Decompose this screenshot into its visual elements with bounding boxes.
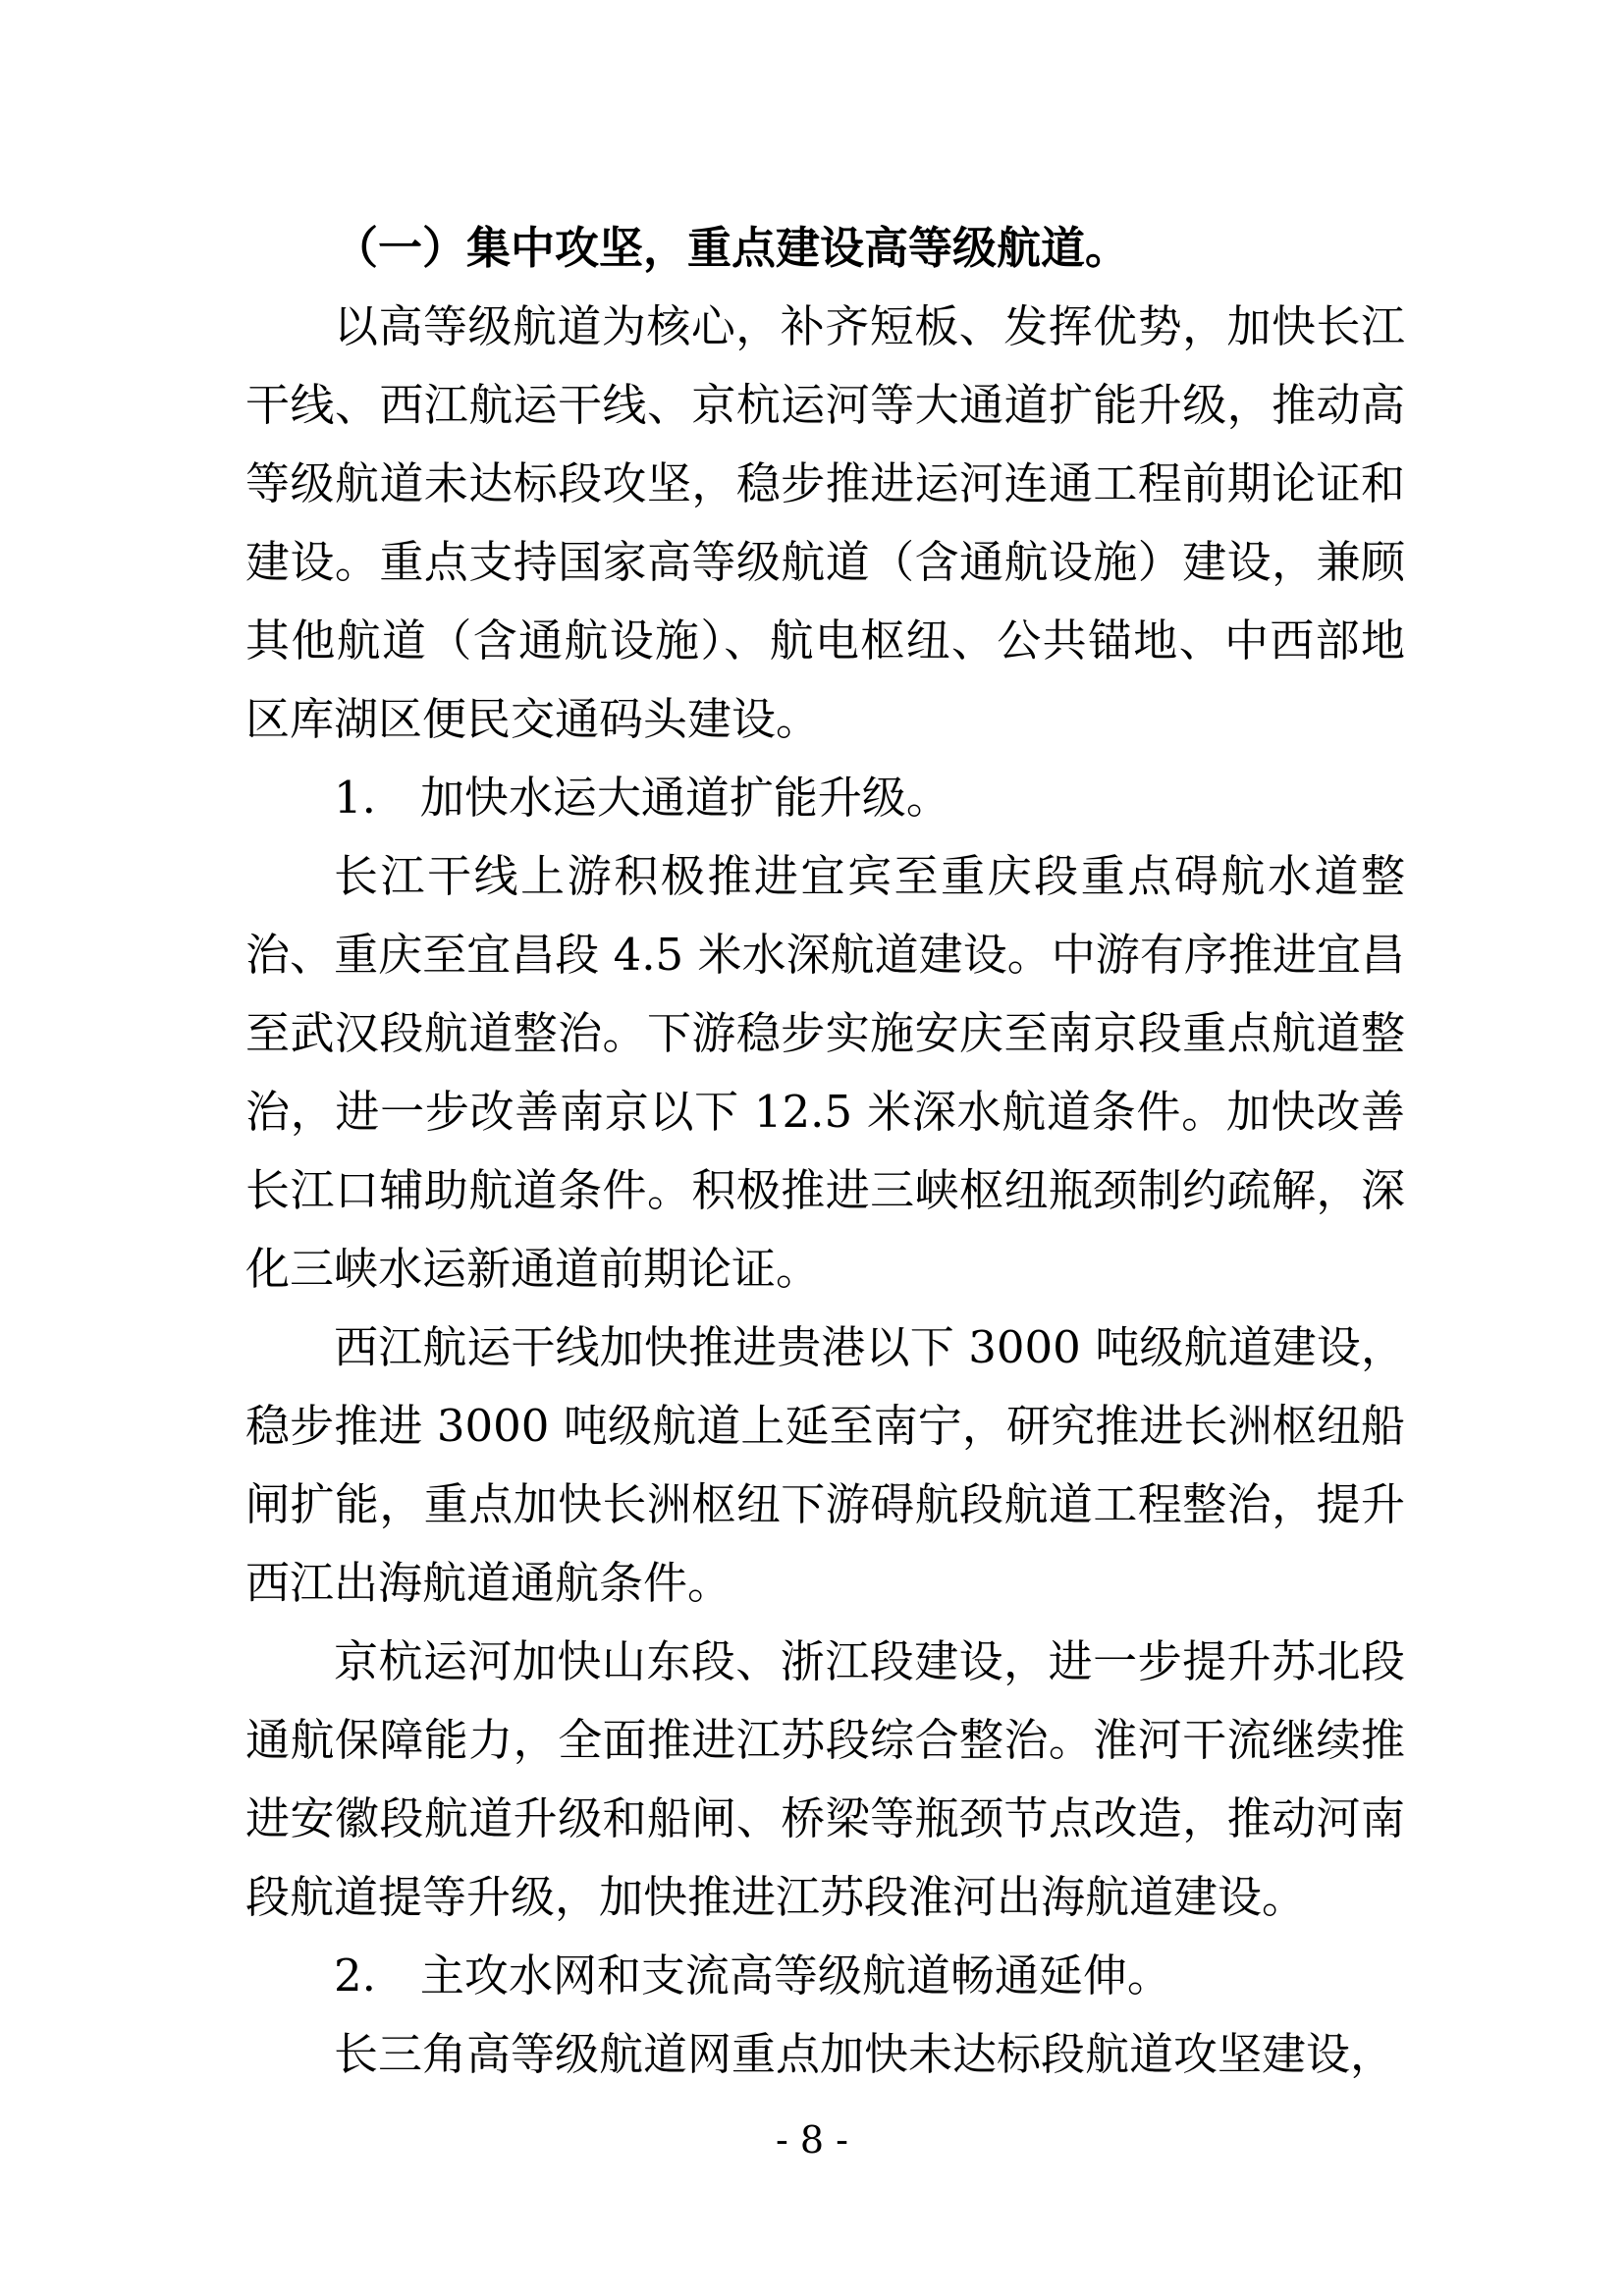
paragraph-xijiang-mainline: 西江航运干线加快推进贵港以下 3000 吨级航道建设，稳步推进 3000 吨级航道上延至南宁，研究推进长洲枢纽船闸扩能，重点加快长洲枢纽下游碍航段航道工程整治，提升西江出海航道通航条件。	[245, 1321, 1405, 1609]
paragraph-yangtze-mainline: 长江干线上游积极推进宜宾至重庆段重点碍航水道整治、重庆至宜昌段 4.5 米水深航道建设。中游有序推进宜昌至武汉段航道整治。下游稳步实施安庆至南京段重点航道整治，进一步改善南京以下 12.5 米深水航道条件。加快改善长江口辅助航道条件。积极推进三峡枢纽瓶颈制约疏解，深化三峡水运新通道前期论证。	[245, 850, 1405, 1295]
numbered-item-2: 2. 主攻水网和支流高等级航道畅通延伸。	[334, 1949, 1171, 2002]
paragraph-overview: 以高等级航道为核心，补齐短板、发挥优势，加快长江干线、西江航运干线、京杭运河等大通道扩能升级，推动高等级航道未达标段攻坚，稳步推进运河连通工程前期论证和建设。重点支持国家高等级航道（含通航设施）建设，兼顾其他航道（含通航设施）、航电枢纽、公共锚地、中西部地区库湖区便民交通码头建设。	[245, 300, 1405, 745]
numbered-item-1: 1. 加快水运大通道扩能升级。	[334, 772, 950, 824]
paragraph-yangtze-delta: 长三角高等级航道网重点加快未达标段航道攻坚建设，	[334, 2028, 1395, 2080]
document-body	[245, 209, 1405, 2094]
page-number: - 8 -	[775, 2118, 848, 2162]
section-heading: （一）集中攻坚，重点建设高等级航道。	[334, 222, 1130, 274]
paragraph-grand-canal: 京杭运河加快山东段、浙江段建设，进一步提升苏北段通航保障能力，全面推进江苏段综合整治。淮河干流继续推进安徽段航道升级和船闸、桥梁等瓶颈节点改造，推动河南段航道提等升级，加快推进江苏段淮河出海航道建设。	[245, 1635, 1405, 1923]
